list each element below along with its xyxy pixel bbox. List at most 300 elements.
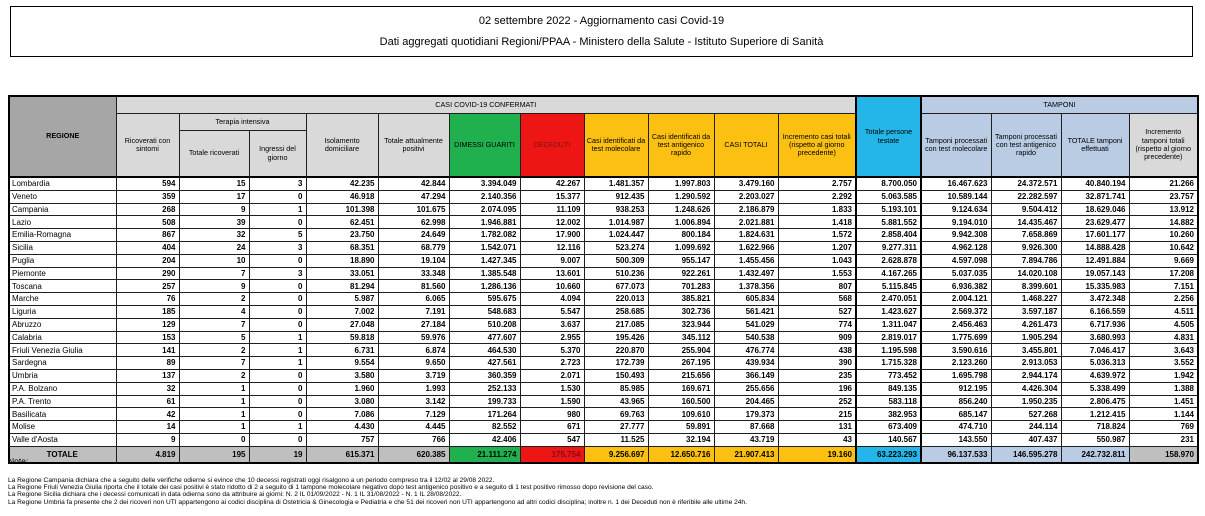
cell: 4.426.304 xyxy=(991,382,1061,395)
cell: 19.104 xyxy=(378,254,449,267)
totale-cell: 242.732.811 xyxy=(1061,446,1129,463)
cell: 59.818 xyxy=(306,331,378,344)
cell: 1.043 xyxy=(778,254,856,267)
cell: 1.468.227 xyxy=(991,293,1061,306)
cell: 7.046.417 xyxy=(1061,344,1129,357)
cell: 7.151 xyxy=(1129,280,1198,293)
cell: 42.844 xyxy=(378,177,449,190)
cell: 171.264 xyxy=(449,408,520,421)
cell: 2.944.174 xyxy=(991,369,1061,382)
cell: 18.890 xyxy=(306,254,378,267)
totale-label: TOTALE xyxy=(9,446,116,463)
cell: 757 xyxy=(306,433,378,446)
cell: 204 xyxy=(116,254,179,267)
cell: 2.074.095 xyxy=(449,203,520,216)
cell: 360.359 xyxy=(449,369,520,382)
cell: 4.445 xyxy=(378,421,449,434)
region-name: P.A. Trento xyxy=(9,395,116,408)
cell: 583.118 xyxy=(856,395,921,408)
note-line: La Regione Campania dichiara che a seguito delle verifiche odierne si evince che 10 decessi registrati oggi risalgono a un periodo compreso tra il 12/02 al 29/08 2022. xyxy=(8,477,495,484)
cell: 2.186.879 xyxy=(714,203,778,216)
cell: 769 xyxy=(1129,421,1198,434)
cell: 43 xyxy=(778,433,856,446)
cell: 13.912 xyxy=(1129,203,1198,216)
cell: 2.021.881 xyxy=(714,216,778,229)
cell: 5.547 xyxy=(520,305,584,318)
totale-cell: 12.650.716 xyxy=(648,446,714,463)
totale-cell: 620.385 xyxy=(378,446,449,463)
cell: 42 xyxy=(116,408,179,421)
cell: 323.944 xyxy=(648,318,714,331)
cell: 8.399.601 xyxy=(991,280,1061,293)
cell: 179.373 xyxy=(714,408,778,421)
region-name: P.A. Bolzano xyxy=(9,382,116,395)
cell: 2 xyxy=(179,344,249,357)
cell: 6.731 xyxy=(306,344,378,357)
cell: 671 xyxy=(520,421,584,434)
cell: 912.435 xyxy=(584,190,648,203)
note-line: La Regione Umbria fa presente che 2 dei ricoveri non UTI appartengono ai codici disciplina di Ostetricia & Ginecologia e Pediatria e che 51 dei ricoveri non UTI appartengono ad altri codici disciplina; inoltre n. 1 dei Deceduti non è riferibile alle ultime 24h. xyxy=(8,498,747,506)
cell: 4 xyxy=(179,305,249,318)
cell: 32 xyxy=(116,382,179,395)
cell: 677.073 xyxy=(584,280,648,293)
cell: 7.191 xyxy=(378,305,449,318)
col-header-isolamento: Isolamento domiciliare xyxy=(306,114,378,178)
cell: 302.736 xyxy=(648,305,714,318)
region-row xyxy=(9,395,1198,408)
cell: 17 xyxy=(179,190,249,203)
cell: 2.071 xyxy=(520,369,584,382)
col-header-deceduti: DECEDUTI xyxy=(520,114,584,178)
cell: 1.248.626 xyxy=(648,203,714,216)
cell: 2.806.475 xyxy=(1061,395,1129,408)
col-header-attualmente-positivi: Totale attualmente positivi xyxy=(378,114,449,178)
cell: 1.286.136 xyxy=(449,280,520,293)
totale-cell: 9.256.697 xyxy=(584,446,648,463)
region-row xyxy=(9,280,1198,293)
cell: 0 xyxy=(249,318,306,331)
cell: 1.006.894 xyxy=(648,216,714,229)
cell: 255.656 xyxy=(714,382,778,395)
cell: 500.309 xyxy=(584,254,648,267)
cell: 257 xyxy=(116,280,179,293)
cell: 800.184 xyxy=(648,229,714,242)
cell: 21.266 xyxy=(1129,177,1198,190)
cell: 390 xyxy=(778,357,856,370)
region-name: Abruzzo xyxy=(9,318,116,331)
totale-cell: 63.223.293 xyxy=(856,446,921,463)
cell: 14.888.428 xyxy=(1061,241,1129,254)
region-name: Umbria xyxy=(9,369,116,382)
cell: 12.116 xyxy=(520,241,584,254)
region-name: Basilicata xyxy=(9,408,116,421)
cell: 2.123.260 xyxy=(921,357,991,370)
cell: 14.882 xyxy=(1129,216,1198,229)
cell: 1 xyxy=(179,421,249,434)
cell: 3 xyxy=(249,267,306,280)
cell: 1 xyxy=(179,408,249,421)
cell: 14.435.467 xyxy=(991,216,1061,229)
col-header-casi-antigenico: Casi identificati da test antigenico rapido xyxy=(648,114,714,178)
cell: 8.700.050 xyxy=(856,177,921,190)
cell: 32 xyxy=(179,229,249,242)
cell: 385.821 xyxy=(648,293,714,306)
cell: 47.294 xyxy=(378,190,449,203)
cell: 2.858.404 xyxy=(856,229,921,242)
cell: 22.282.597 xyxy=(991,190,1061,203)
cell: 2.140.356 xyxy=(449,190,520,203)
region-row xyxy=(9,177,1198,190)
col-header-totale-ricoverati: Totale ricoverati xyxy=(179,131,249,178)
cell: 12.491.884 xyxy=(1061,254,1129,267)
cell: 2.470.051 xyxy=(856,293,921,306)
totale-cell: 19 xyxy=(249,446,306,463)
col-header-regione: REGIONE xyxy=(9,96,116,177)
cell: 1.481.357 xyxy=(584,177,648,190)
cell: 9.504.412 xyxy=(991,203,1061,216)
cell: 2.955 xyxy=(520,331,584,344)
cell: 61 xyxy=(116,395,179,408)
cell: 523.274 xyxy=(584,241,648,254)
cell: 17.900 xyxy=(520,229,584,242)
cell: 109.610 xyxy=(648,408,714,421)
cell: 195.426 xyxy=(584,331,648,344)
cell: 9.554 xyxy=(306,357,378,370)
cell: 11.525 xyxy=(584,433,648,446)
cell: 427.561 xyxy=(449,357,520,370)
cell: 27.184 xyxy=(378,318,449,331)
cell: 464.530 xyxy=(449,344,520,357)
cell: 137 xyxy=(116,369,179,382)
cell: 11.109 xyxy=(520,203,584,216)
table-header xyxy=(9,96,1198,177)
cell: 510.208 xyxy=(449,318,520,331)
col-header-incremento-tamponi: Incremento tamponi totali (rispetto al giorno precedente) xyxy=(1129,114,1198,178)
cell: 150.493 xyxy=(584,369,648,382)
cell: 510.236 xyxy=(584,267,648,280)
cell: 1.715.328 xyxy=(856,357,921,370)
cell: 7.129 xyxy=(378,408,449,421)
cell: 685.147 xyxy=(921,408,991,421)
cell: 5.881.552 xyxy=(856,216,921,229)
cell: 0 xyxy=(249,369,306,382)
note-lines xyxy=(8,477,747,506)
cell: 4.639.972 xyxy=(1061,369,1129,382)
totale-cell: 175.754 xyxy=(520,446,584,463)
col-header-persone-testate: Totale persone testate xyxy=(856,96,921,177)
cell: 141 xyxy=(116,344,179,357)
cell: 5.987 xyxy=(306,293,378,306)
cell: 922.261 xyxy=(648,267,714,280)
cell: 2.292 xyxy=(778,190,856,203)
cell: 1.024.447 xyxy=(584,229,648,242)
cell: 235 xyxy=(778,369,856,382)
cell: 6.065 xyxy=(378,293,449,306)
cell: 40.840.194 xyxy=(1061,177,1129,190)
cell: 4.962.128 xyxy=(921,241,991,254)
cell: 220.013 xyxy=(584,293,648,306)
cell: 5.193.101 xyxy=(856,203,921,216)
cell: 4.831 xyxy=(1129,331,1198,344)
cell: 540.538 xyxy=(714,331,778,344)
cell: 359 xyxy=(116,190,179,203)
cell: 9.124.634 xyxy=(921,203,991,216)
cell: 1.195.598 xyxy=(856,344,921,357)
totale-cell: 615.371 xyxy=(306,446,378,463)
region-name: Veneto xyxy=(9,190,116,203)
cell: 439.934 xyxy=(714,357,778,370)
region-name: Emilia-Romagna xyxy=(9,229,116,242)
cell: 2.913.053 xyxy=(991,357,1061,370)
cell: 62.998 xyxy=(378,216,449,229)
region-row xyxy=(9,369,1198,382)
cell: 3.552 xyxy=(1129,357,1198,370)
cell: 3 xyxy=(249,241,306,254)
cell: 231 xyxy=(1129,433,1198,446)
cell: 1.451 xyxy=(1129,395,1198,408)
cell: 547 xyxy=(520,433,584,446)
cell: 345.112 xyxy=(648,331,714,344)
region-name: Piemonte xyxy=(9,267,116,280)
cell: 7.658.869 xyxy=(991,229,1061,242)
cell: 5 xyxy=(179,331,249,344)
cell: 68.779 xyxy=(378,241,449,254)
cell: 10.589.144 xyxy=(921,190,991,203)
cell: 32.194 xyxy=(648,433,714,446)
cell: 1.418 xyxy=(778,216,856,229)
cell: 407.437 xyxy=(991,433,1061,446)
cell: 3.597.187 xyxy=(991,305,1061,318)
region-row xyxy=(9,254,1198,267)
cell: 9 xyxy=(116,433,179,446)
region-name: Lombardia xyxy=(9,177,116,190)
cell: 404 xyxy=(116,241,179,254)
cell: 595.675 xyxy=(449,293,520,306)
cell: 101.675 xyxy=(378,203,449,216)
cell: 718.824 xyxy=(1061,421,1129,434)
region-name: Molise xyxy=(9,421,116,434)
cell: 5.037.035 xyxy=(921,267,991,280)
region-name: Calabria xyxy=(9,331,116,344)
cell: 9.942.308 xyxy=(921,229,991,242)
cell: 140.567 xyxy=(856,433,921,446)
cell: 1.775.699 xyxy=(921,331,991,344)
cell: 7.002 xyxy=(306,305,378,318)
cell: 1.997.803 xyxy=(648,177,714,190)
col-header-ricoverati: Ricoverati con sintomi xyxy=(116,114,179,178)
cell: 9 xyxy=(179,280,249,293)
region-row xyxy=(9,408,1198,421)
region-row xyxy=(9,203,1198,216)
cell: 1.993 xyxy=(378,382,449,395)
col-header-dimessi-guariti: DIMESSI GUARITI xyxy=(449,114,520,178)
cell: 199.733 xyxy=(449,395,520,408)
cell: 10.660 xyxy=(520,280,584,293)
cell: 1.542.071 xyxy=(449,241,520,254)
cell: 217.085 xyxy=(584,318,648,331)
cell: 16.467.623 xyxy=(921,177,991,190)
cell: 7.086 xyxy=(306,408,378,421)
cell: 9.669 xyxy=(1129,254,1198,267)
region-name: Marche xyxy=(9,293,116,306)
cell: 3.472.348 xyxy=(1061,293,1129,306)
cell: 290 xyxy=(116,267,179,280)
totale-cell: 158.970 xyxy=(1129,446,1198,463)
cell: 4.094 xyxy=(520,293,584,306)
cell: 7 xyxy=(179,318,249,331)
cell: 89 xyxy=(116,357,179,370)
cell: 912.195 xyxy=(921,382,991,395)
cell: 10.260 xyxy=(1129,229,1198,242)
cell: 42.406 xyxy=(449,433,520,446)
cell: 82.552 xyxy=(449,421,520,434)
cell: 12.002 xyxy=(520,216,584,229)
region-row xyxy=(9,216,1198,229)
cell: 766 xyxy=(378,433,449,446)
cell: 3.643 xyxy=(1129,344,1198,357)
totale-cell: 146.595.278 xyxy=(991,446,1061,463)
cell: 24.649 xyxy=(378,229,449,242)
cell: 0 xyxy=(249,216,306,229)
region-row xyxy=(9,357,1198,370)
cell: 477.607 xyxy=(449,331,520,344)
cell: 76 xyxy=(116,293,179,306)
cell: 1.946.881 xyxy=(449,216,520,229)
cell: 68.351 xyxy=(306,241,378,254)
col-header-ingressi-giorno: Ingressi del giorno xyxy=(249,131,306,178)
cell: 252.133 xyxy=(449,382,520,395)
cell: 169.671 xyxy=(648,382,714,395)
cell: 1.432.497 xyxy=(714,267,778,280)
cell: 9.194.010 xyxy=(921,216,991,229)
cell: 9.650 xyxy=(378,357,449,370)
cell: 9.277.311 xyxy=(856,241,921,254)
cell: 43.719 xyxy=(714,433,778,446)
col-group-casi-confermati: CASI COVID-19 CONFERMATI xyxy=(116,96,856,114)
region-row xyxy=(9,433,1198,446)
cell: 2.723 xyxy=(520,357,584,370)
cell: 1.099.692 xyxy=(648,241,714,254)
region-row xyxy=(9,305,1198,318)
cell: 1 xyxy=(249,331,306,344)
cell: 39 xyxy=(179,216,249,229)
cell: 42.267 xyxy=(520,177,584,190)
cell: 5.036.313 xyxy=(1061,357,1129,370)
col-header-tamponi-molecolare: Tamponi processati con test molecolare xyxy=(921,114,991,178)
cell: 0 xyxy=(249,305,306,318)
cell: 3.680.993 xyxy=(1061,331,1129,344)
cell: 19.057.143 xyxy=(1061,267,1129,280)
region-row xyxy=(9,190,1198,203)
cell: 1.622.966 xyxy=(714,241,778,254)
cell: 701.283 xyxy=(648,280,714,293)
cell: 1 xyxy=(249,357,306,370)
cell: 5.063.585 xyxy=(856,190,921,203)
cell: 4.505 xyxy=(1129,318,1198,331)
cell: 42.235 xyxy=(306,177,378,190)
region-row xyxy=(9,241,1198,254)
cell: 2.628.878 xyxy=(856,254,921,267)
region-row xyxy=(9,293,1198,306)
col-header-incremento-casi: Incremento casi totali (rispetto al giorno precedente) xyxy=(778,114,856,178)
cell: 13.601 xyxy=(520,267,584,280)
cell: 0 xyxy=(249,382,306,395)
cell: 27.048 xyxy=(306,318,378,331)
covid-table xyxy=(8,95,1199,464)
cell: 252 xyxy=(778,395,856,408)
cell: 2.456.463 xyxy=(921,318,991,331)
cell: 1 xyxy=(249,421,306,434)
cell: 14.020.108 xyxy=(991,267,1061,280)
cell: 1 xyxy=(249,344,306,357)
cell: 268 xyxy=(116,203,179,216)
cell: 508 xyxy=(116,216,179,229)
cell: 541.029 xyxy=(714,318,778,331)
cell: 24 xyxy=(179,241,249,254)
cell: 255.904 xyxy=(648,344,714,357)
region-name: Toscana xyxy=(9,280,116,293)
totale-cell: 195 xyxy=(179,446,249,463)
region-name: Friuli Venezia Giulia xyxy=(9,344,116,357)
cell: 5 xyxy=(249,229,306,242)
totale-cell: 21.111.274 xyxy=(449,446,520,463)
cell: 10 xyxy=(179,254,249,267)
cell: 17.208 xyxy=(1129,267,1198,280)
cell: 2 xyxy=(179,369,249,382)
cell: 955.147 xyxy=(648,254,714,267)
cell: 46.918 xyxy=(306,190,378,203)
cell: 0 xyxy=(249,408,306,421)
cell: 215.656 xyxy=(648,369,714,382)
cell: 153 xyxy=(116,331,179,344)
totale-cell: 19.160 xyxy=(778,446,856,463)
cell: 1.590 xyxy=(520,395,584,408)
cell: 7 xyxy=(179,357,249,370)
cell: 527 xyxy=(778,305,856,318)
cell: 366.149 xyxy=(714,369,778,382)
cell: 1.960 xyxy=(306,382,378,395)
cell: 5.338.499 xyxy=(1061,382,1129,395)
cell: 101.398 xyxy=(306,203,378,216)
cell: 1.572 xyxy=(778,229,856,242)
cell: 673.409 xyxy=(856,421,921,434)
cell: 59.976 xyxy=(378,331,449,344)
col-header-casi-molecolare: Casi identificati da test molecolare xyxy=(584,114,648,178)
cell: 3.580 xyxy=(306,369,378,382)
cell: 1.905.294 xyxy=(991,331,1061,344)
cell: 17.601.177 xyxy=(1061,229,1129,242)
totale-cell: 21.907.413 xyxy=(714,446,778,463)
cell: 0 xyxy=(249,190,306,203)
cell: 0 xyxy=(249,280,306,293)
cell: 527.268 xyxy=(991,408,1061,421)
col-header-tamponi-antigenico: Tamponi processati con test antigenico rapido xyxy=(991,114,1061,178)
cell: 267.195 xyxy=(648,357,714,370)
cell: 2.569.372 xyxy=(921,305,991,318)
region-row xyxy=(9,344,1198,357)
cell: 85.985 xyxy=(584,382,648,395)
cell: 10.642 xyxy=(1129,241,1198,254)
cell: 1.311.047 xyxy=(856,318,921,331)
cell: 9.926.300 xyxy=(991,241,1061,254)
cell: 1.833 xyxy=(778,203,856,216)
cell: 129 xyxy=(116,318,179,331)
cell: 0 xyxy=(249,254,306,267)
cell: 1.950.235 xyxy=(991,395,1061,408)
cell: 59.891 xyxy=(648,421,714,434)
cell: 909 xyxy=(778,331,856,344)
cell: 185 xyxy=(116,305,179,318)
